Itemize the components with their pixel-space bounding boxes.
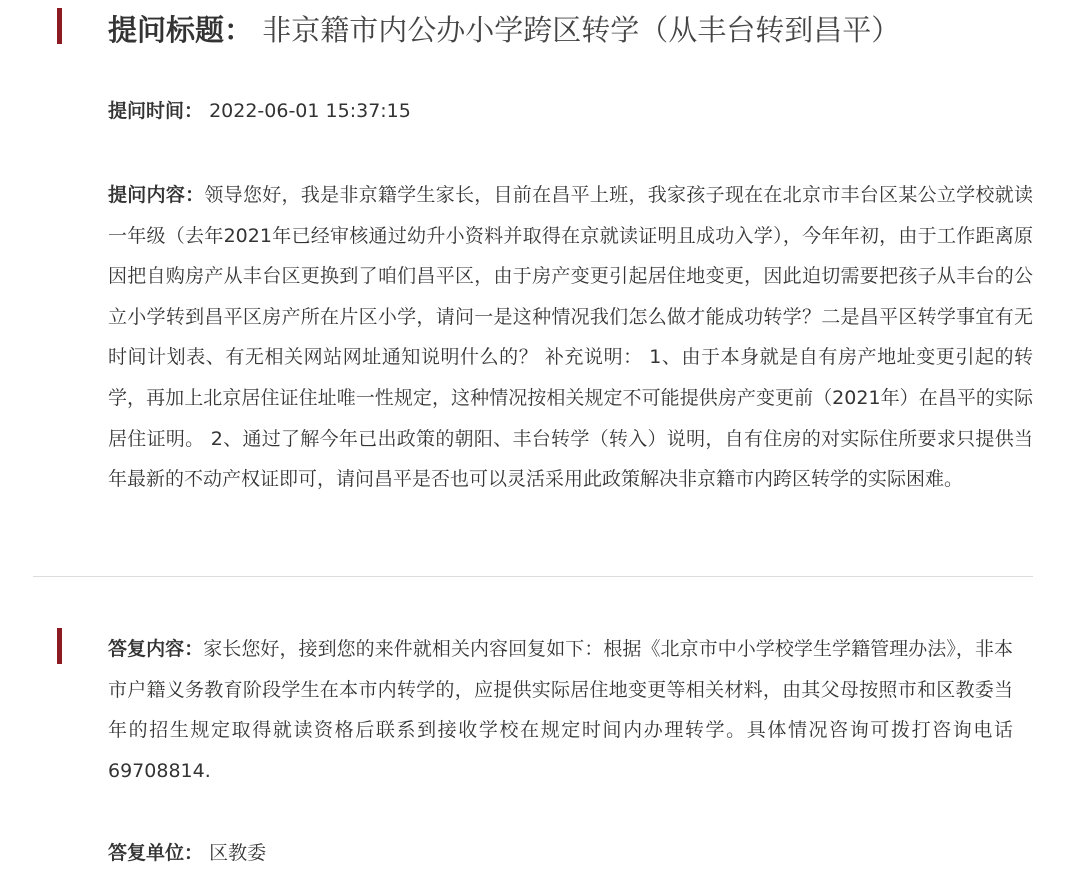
question-title: [108, 8, 900, 52]
question-time-value: 2022-06-01 15:37:15: [209, 100, 411, 122]
answer-unit-label: 答复单位：: [108, 842, 204, 864]
question-accent-bar: [57, 8, 62, 44]
answer-content: [108, 629, 1013, 791]
question-content-label: 提问内容：: [108, 184, 205, 206]
question-content-value: 领导您好，我是非京籍学生家长，目前在昌平上班，我家孩子现在在北京市丰台区某公立学校就读一年级（去年2021年已经审核通过幼升小资料并取得在京就读证明且成功入学），今年年初，由于工作距离原因把自购房产从丰台区更换到了咱们昌平区，由于房产变更引起居住地变更，因此迫切需要把孩子从丰台的公立小学转到昌平区房产所在片区小学，请问一是这种情况我们怎么做才能成功转学？二是昌平区转学事宜有无时间计划表、有无相关网站网址通知说明什么的？ 补充说明： 1、由于本身就是自有房产地址变更引起的转学，再加上北京居住证住址唯一性规定，这种情况按相关规定不可能提供房产变更前（2021年）在昌平的实际居住证明。 2、通过了解今年已出政策的朝阳、丰台转学（转入）说明，自有住房的对实际住所要求只提供当年最新的不动产权证即可，请问昌平是否也可以灵活采用此政策解决非京籍市内跨区转学的实际困难。: [108, 184, 1033, 491]
answer-unit-value: 区教委: [209, 842, 267, 864]
answer-content-label: 答复内容：: [108, 638, 204, 660]
question-title-value: 非京籍市内公办小学跨区转学（从丰台转到昌平）: [262, 13, 901, 47]
answer-content-value: 家长您好，接到您的来件就相关内容回复如下：根据《北京市中小学校学生学籍管理办法》，非本市户籍义务教育阶段学生在本市内转学的，应提供实际居住地变更等相关材料，由其父母按照市和区教委当年的招生规定取得就读资格后联系到接收学校在规定时间内办理转学。具体情况咨询可拨打咨询电话69708814.: [108, 638, 1013, 782]
section-divider: [33, 576, 1033, 577]
question-title-label: 提问标题：: [108, 13, 254, 47]
question-time-row: [108, 96, 411, 126]
question-time-label: 提问时间：: [108, 100, 204, 122]
question-content: [108, 175, 1033, 500]
answer-unit-row: [108, 838, 266, 868]
answer-accent-bar: [57, 628, 62, 664]
